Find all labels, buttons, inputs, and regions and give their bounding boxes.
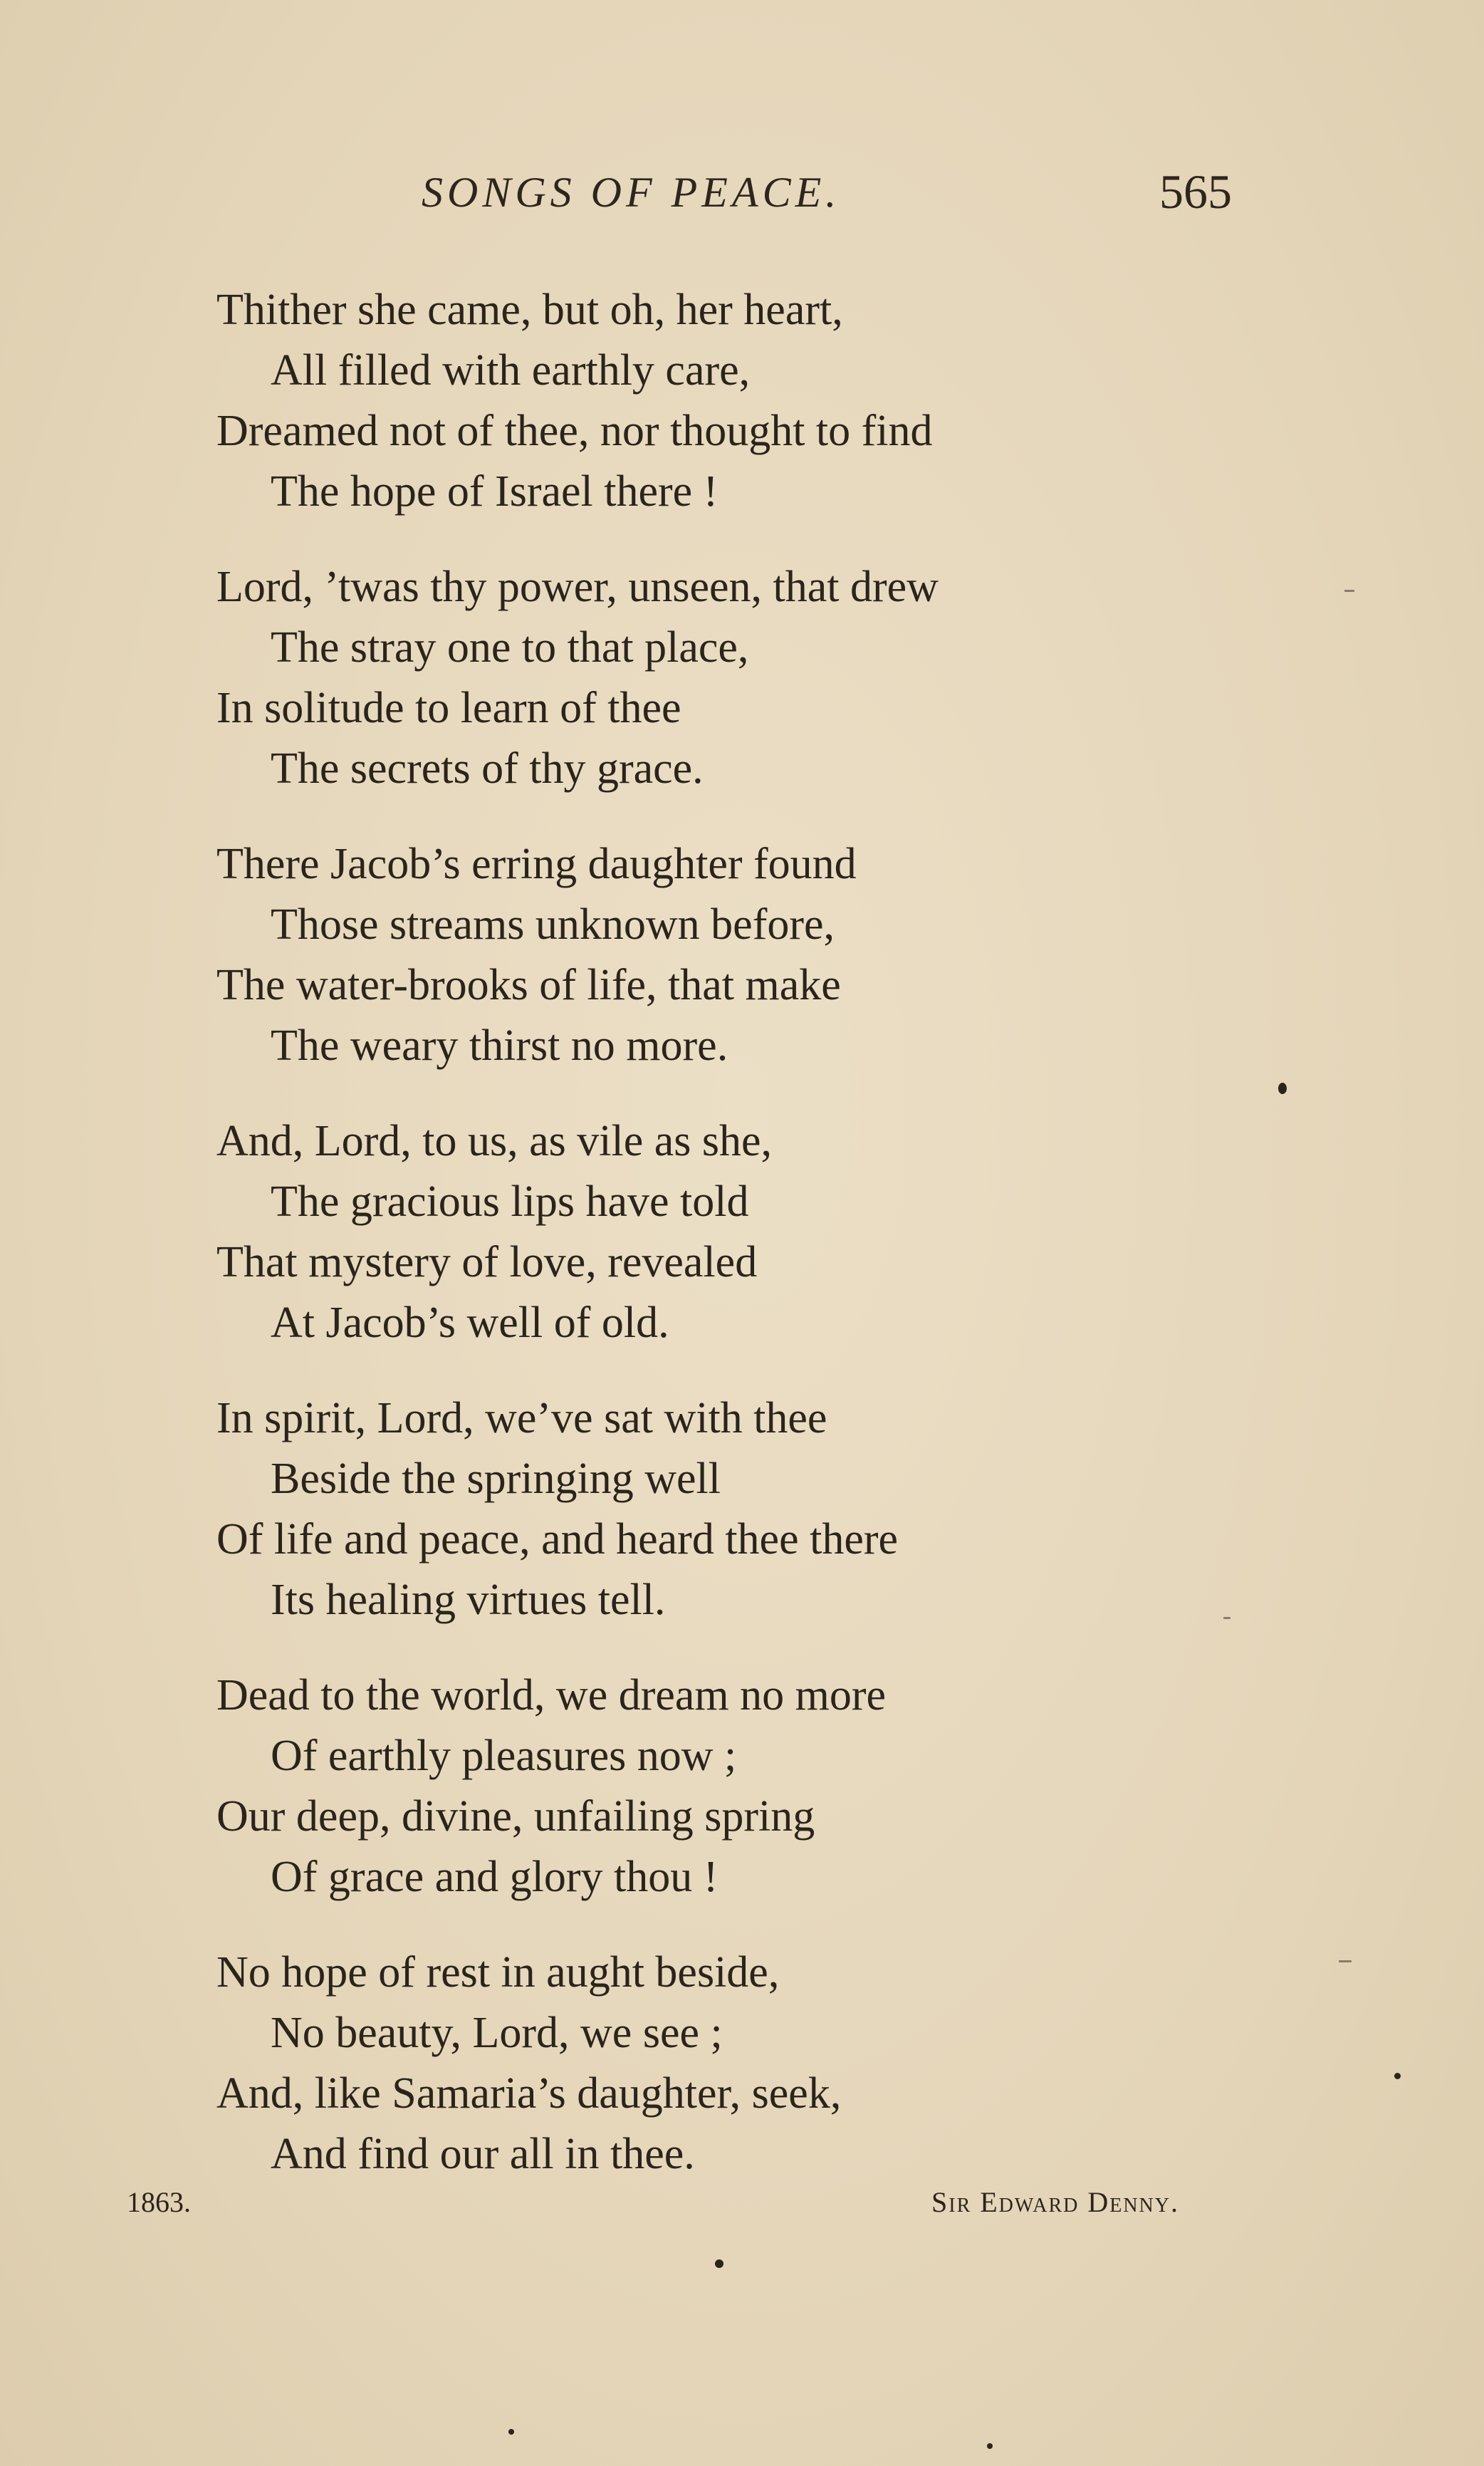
ink-speck <box>715 2259 723 2268</box>
ink-speck <box>987 2443 993 2449</box>
poem-line: In spirit, Lord, we’ve sat with thee <box>216 1394 827 1442</box>
ink-speck <box>1223 1617 1230 1619</box>
ink-speck <box>1344 590 1354 592</box>
poem-line: Its healing virtues tell. <box>271 1576 666 1624</box>
poem-line: Lord, ’twas thy power, unseen, that drew <box>216 563 939 611</box>
poem-line: No beauty, Lord, we see ; <box>271 2009 723 2057</box>
poem-line: And, Lord, to us, as vile as she, <box>216 1117 773 1165</box>
poem-line: The hope of Israel there ! <box>271 467 719 516</box>
ink-speck <box>1394 2073 1401 2079</box>
page-footer <box>0 2185 1484 2228</box>
poem-line: All filled with earthly care, <box>271 346 751 395</box>
poem-line: At Jacob’s well of old. <box>271 1299 669 1347</box>
poem-line: Thither she came, but oh, her heart, <box>216 286 843 334</box>
poem-line: The weary thirst no more. <box>271 1021 728 1070</box>
poem-line: Those streams unknown before, <box>271 900 835 949</box>
poem-year: 1863. <box>127 2186 191 2218</box>
ink-speck <box>1339 1960 1352 1962</box>
poem-line: There Jacob’s erring daughter found <box>216 840 857 888</box>
poem-line: Our deep, divine, unfailing spring <box>216 1792 815 1841</box>
poem-author: Sir Edward Denny. <box>931 2186 1179 2218</box>
poem-line: No hope of rest in aught beside, <box>216 1948 780 1997</box>
poem-line: In solitude to learn of thee <box>216 684 681 732</box>
poem-line: Of earthly pleasures now ; <box>271 1732 737 1780</box>
poem-line: The gracious lips have told <box>271 1177 749 1226</box>
poem-line: Dead to the world, we dream no more <box>216 1671 887 1720</box>
page-number: 565 <box>1159 165 1232 219</box>
poem-line: The water-brooks of life, that make <box>216 961 841 1009</box>
poem-line: Dreamed not of thee, nor thought to find <box>216 407 933 455</box>
poem-line: That mystery of love, revealed <box>216 1238 758 1286</box>
poem-line: The secrets of thy grace. <box>271 744 704 793</box>
poem-line: Beside the springing well <box>271 1455 721 1503</box>
running-title: SONGS OF PEACE. <box>422 169 841 216</box>
poem-line: The stray one to that place, <box>271 623 749 672</box>
ink-speck <box>508 2429 514 2435</box>
poem-line: Of life and peace, and heard thee there <box>216 1515 899 1564</box>
poem-line: And, like Samaria’s daughter, seek, <box>216 2069 842 2118</box>
poem-line: And find our all in thee. <box>271 2130 695 2178</box>
page-header <box>0 165 1484 225</box>
ink-speck <box>1278 1083 1287 1094</box>
poem-line: Of grace and glory thou ! <box>271 1853 719 1901</box>
